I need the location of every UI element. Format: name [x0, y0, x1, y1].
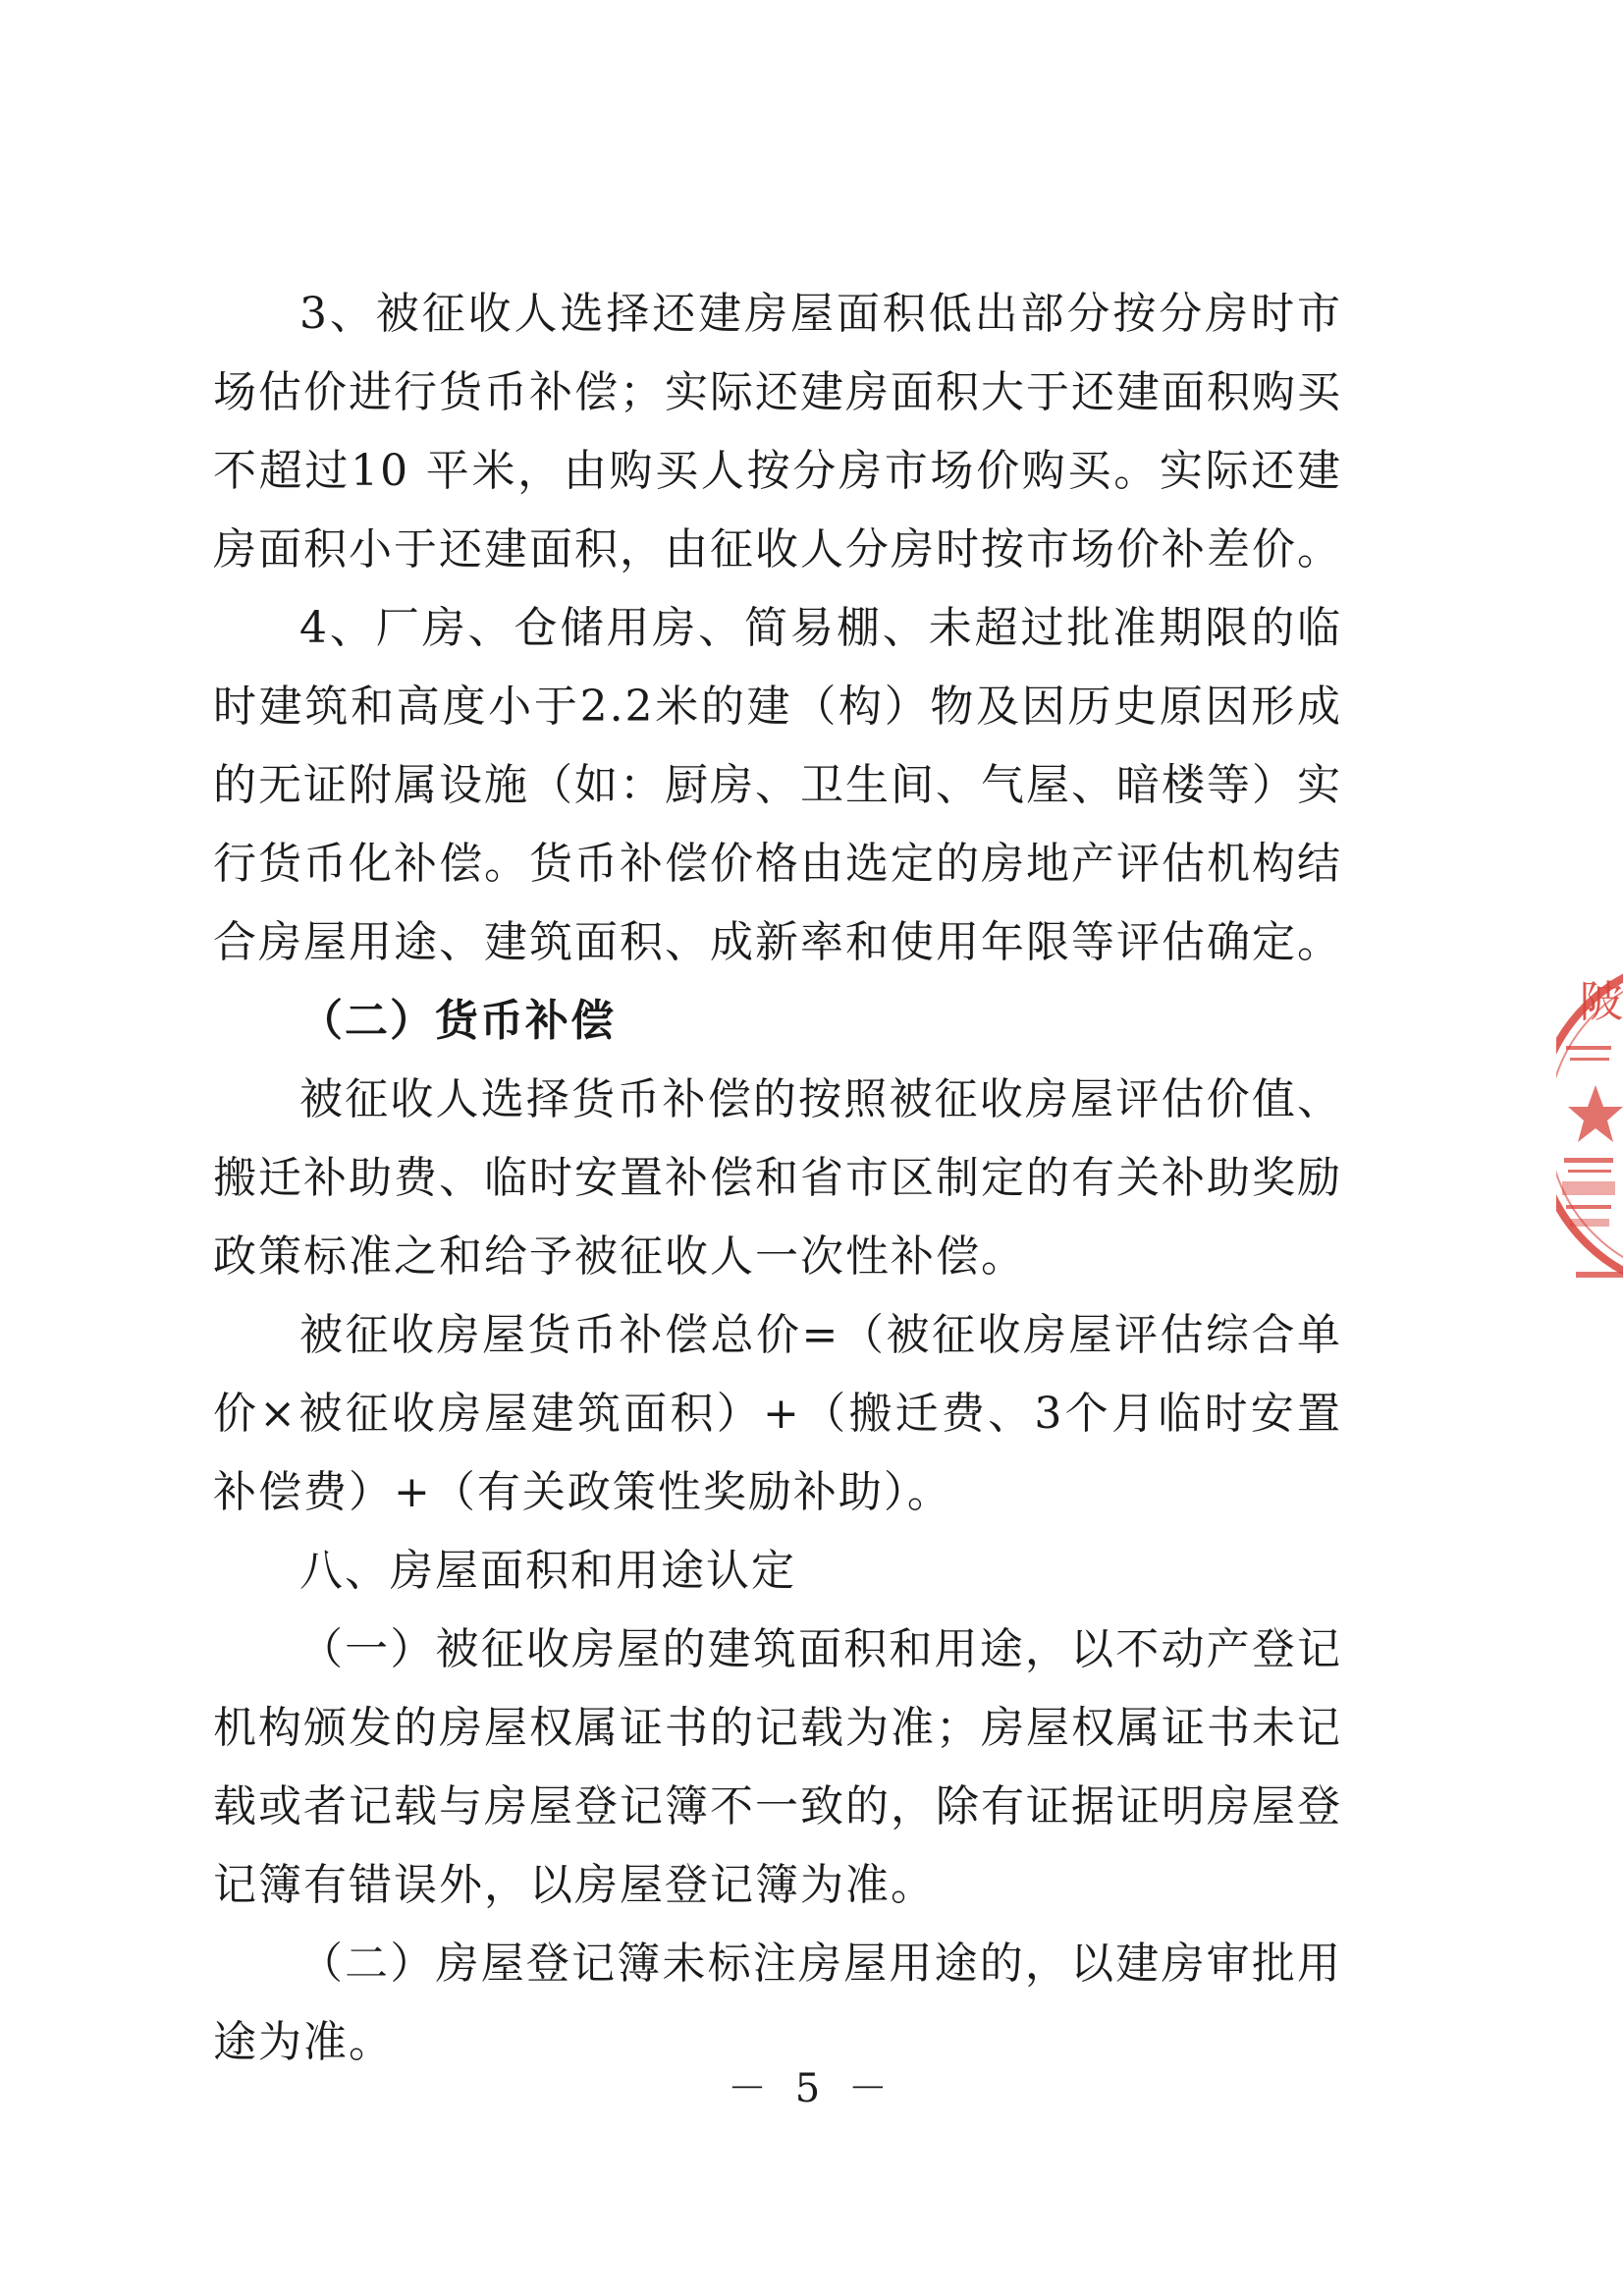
paragraph-area-usage-1: （一）被征收房屋的建筑面积和用途，以不动产登记机构颁发的房屋权属证书的记载为准；房屋权属证书未记载或者记载与房屋登记簿不一致的，除有证据证明房屋登记簿有错误外，以房屋登记簿为准。: [213, 1624, 1342, 1910]
paragraph-item-3: 3、被征收人选择还建房屋面积低出部分按分房时市场估价进行货币补偿；实际还建房面积大于还建面积购买不超过10 平米，由购买人按分房市场价购买。实际还建房面积小于还建面积，由征收人分房时按市场价补差价。: [213, 289, 1342, 574]
page-number: － 5 －: [728, 2066, 895, 2111]
paragraph-item-4: 4、厂房、仓储用房、简易棚、未超过批准期限的临时建筑和高度小于2.2米的建（构）物及因历史原因形成的无证附属设施（如：厨房、卫生间、气屋、暗楼等）实行货币化补偿。货币补偿价格由选定的房地产评估机构结合房屋用途、建筑面积、成新率和使用年限等评估确定。: [213, 603, 1342, 967]
document-body: [213, 275, 1342, 2082]
official-seal-stamp: [1556, 948, 1623, 1301]
paragraph-monetary-compensation: 被征收人选择货币补偿的按照被征收房屋评估价值、搬迁补助费、临时安置补偿和省市区制定的有关补助奖励政策标准之和给予被征收人一次性补偿。: [213, 1074, 1342, 1282]
seal-graphic: [1556, 948, 1623, 1301]
paragraph-area-usage-2: （二）房屋登记簿未标注房屋用途的，以建房审批用途为准。: [213, 1939, 1342, 2067]
paragraph-compensation-formula: 被征收房屋货币补偿总价=（被征收房屋评估综合单价×被征收房屋建筑面积）+（搬迁费、3个月临时安置补偿费）+（有关政策性奖励补助）。: [213, 1310, 1342, 1517]
seal-glyph: 陂: [1580, 977, 1623, 1027]
section-heading-monetary-compensation: （二）货币补偿: [299, 996, 616, 1046]
section-heading-area-usage: 八、房屋面积和用途认定: [299, 1546, 796, 1596]
